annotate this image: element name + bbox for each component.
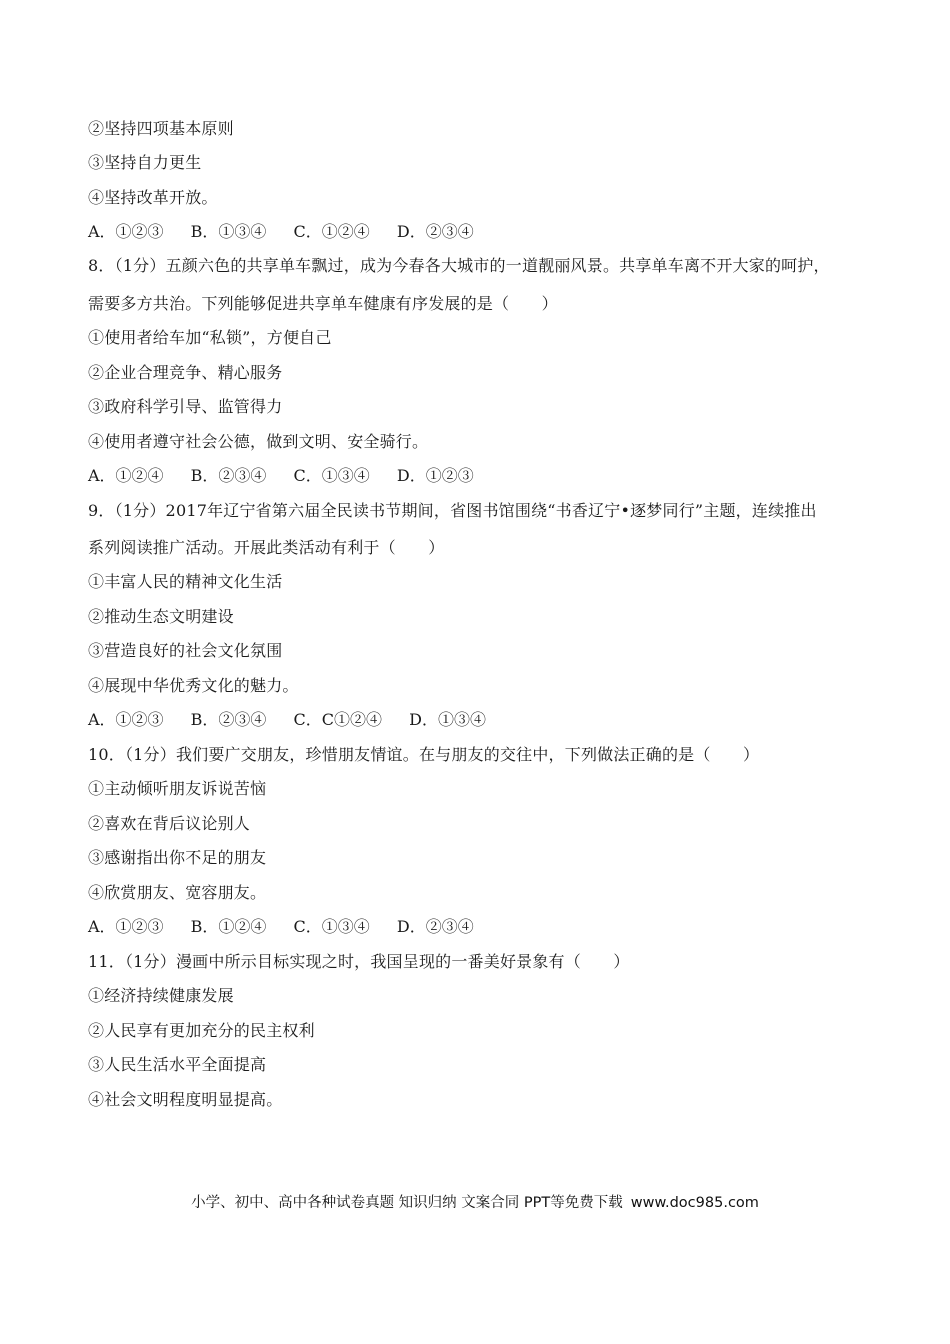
page-footer	[0, 1191, 950, 1212]
option-line: ①丰富人民的精神文化生活	[88, 572, 283, 591]
choice-b: B．②③④	[190, 466, 267, 485]
option-line: ④社会文明程度明显提高。	[88, 1090, 283, 1109]
choice-c: C．①③④	[293, 917, 370, 936]
choice-a: A．①②③	[88, 710, 164, 729]
question-stem-11: 11．（1分）漫画中所示目标实现之时，我国呈现的一番美好景象有（ ）	[88, 952, 630, 971]
question-stem-8-cont: 需要多方共治。下列能够促进共享单车健康有序发展的是（ ）	[88, 294, 558, 313]
choice-c: C．①③④	[293, 466, 370, 485]
answer-choices-q9	[88, 710, 508, 730]
option-line: ④使用者遵守社会公德，做到文明、安全骑行。	[88, 432, 429, 451]
choice-b: B．①③④	[190, 222, 267, 241]
option-line: ①经济持续健康发展	[88, 986, 234, 1005]
choice-a: A．①②③	[88, 917, 164, 936]
choice-b: B．①②④	[190, 917, 267, 936]
option-line: ②坚持四项基本原则	[88, 119, 234, 138]
answer-choices-q7	[88, 222, 496, 242]
option-line: ②企业合理竞争、精心服务	[88, 363, 283, 382]
option-line: ④坚持改革开放。	[88, 188, 218, 207]
choice-b: B．②③④	[190, 710, 267, 729]
option-line: ③坚持自力更生	[88, 153, 202, 172]
option-line: ③感谢指出你不足的朋友	[88, 848, 267, 867]
choice-a: A．①②④	[88, 466, 164, 485]
option-line: ②推动生态文明建设	[88, 607, 234, 626]
option-line: ③人民生活水平全面提高	[88, 1055, 267, 1074]
footer-text: 小学、初中、高中各种试卷真题 知识归纳 文案合同 PPT等免费下载	[191, 1195, 623, 1211]
choice-d: D．②③④	[396, 917, 474, 936]
answer-choices-q8	[88, 466, 496, 486]
choice-d: D．①③④	[409, 710, 486, 729]
option-line: ①主动倾听朋友诉说苦恼	[88, 779, 267, 798]
footer-url: www.doc985.com	[630, 1195, 759, 1211]
option-line: ①使用者给车加“私锁”，方便自己	[88, 328, 332, 347]
choice-a: A．①②③	[88, 222, 164, 241]
choice-d: D．①②③	[396, 466, 474, 485]
question-stem-9: 9．（1分）2017年辽宁省第六届全民读书节期间，省图书馆围绕“书香辽宁•逐梦同行”主题，连续推出	[88, 501, 817, 520]
choice-c: C．C①②④	[293, 710, 383, 729]
option-line: ③营造良好的社会文化氛围	[88, 641, 283, 660]
choice-d: D．②③④	[396, 222, 474, 241]
choice-c: C．①②④	[293, 222, 370, 241]
answer-choices-q10	[88, 917, 496, 937]
question-stem-9-cont: 系列阅读推广活动。开展此类活动有利于（ ）	[88, 538, 445, 557]
option-line: ②喜欢在背后议论别人	[88, 814, 251, 833]
option-line: ④欣赏朋友、宽容朋友。	[88, 883, 267, 902]
option-line: ②人民享有更加充分的民主权利	[88, 1021, 315, 1040]
option-line: ④展现中华优秀文化的魅力。	[88, 676, 299, 695]
question-stem-8: 8．（1分）五颜六色的共享单车飘过，成为今春各大城市的一道靓丽风景。共享单车离不开大家的呵护，	[88, 256, 830, 275]
option-line: ③政府科学引导、监管得力	[88, 397, 283, 416]
question-stem-10: 10．（1分）我们要广交朋友，珍惜朋友情谊。在与朋友的交往中，下列做法正确的是（ ）	[88, 745, 760, 764]
